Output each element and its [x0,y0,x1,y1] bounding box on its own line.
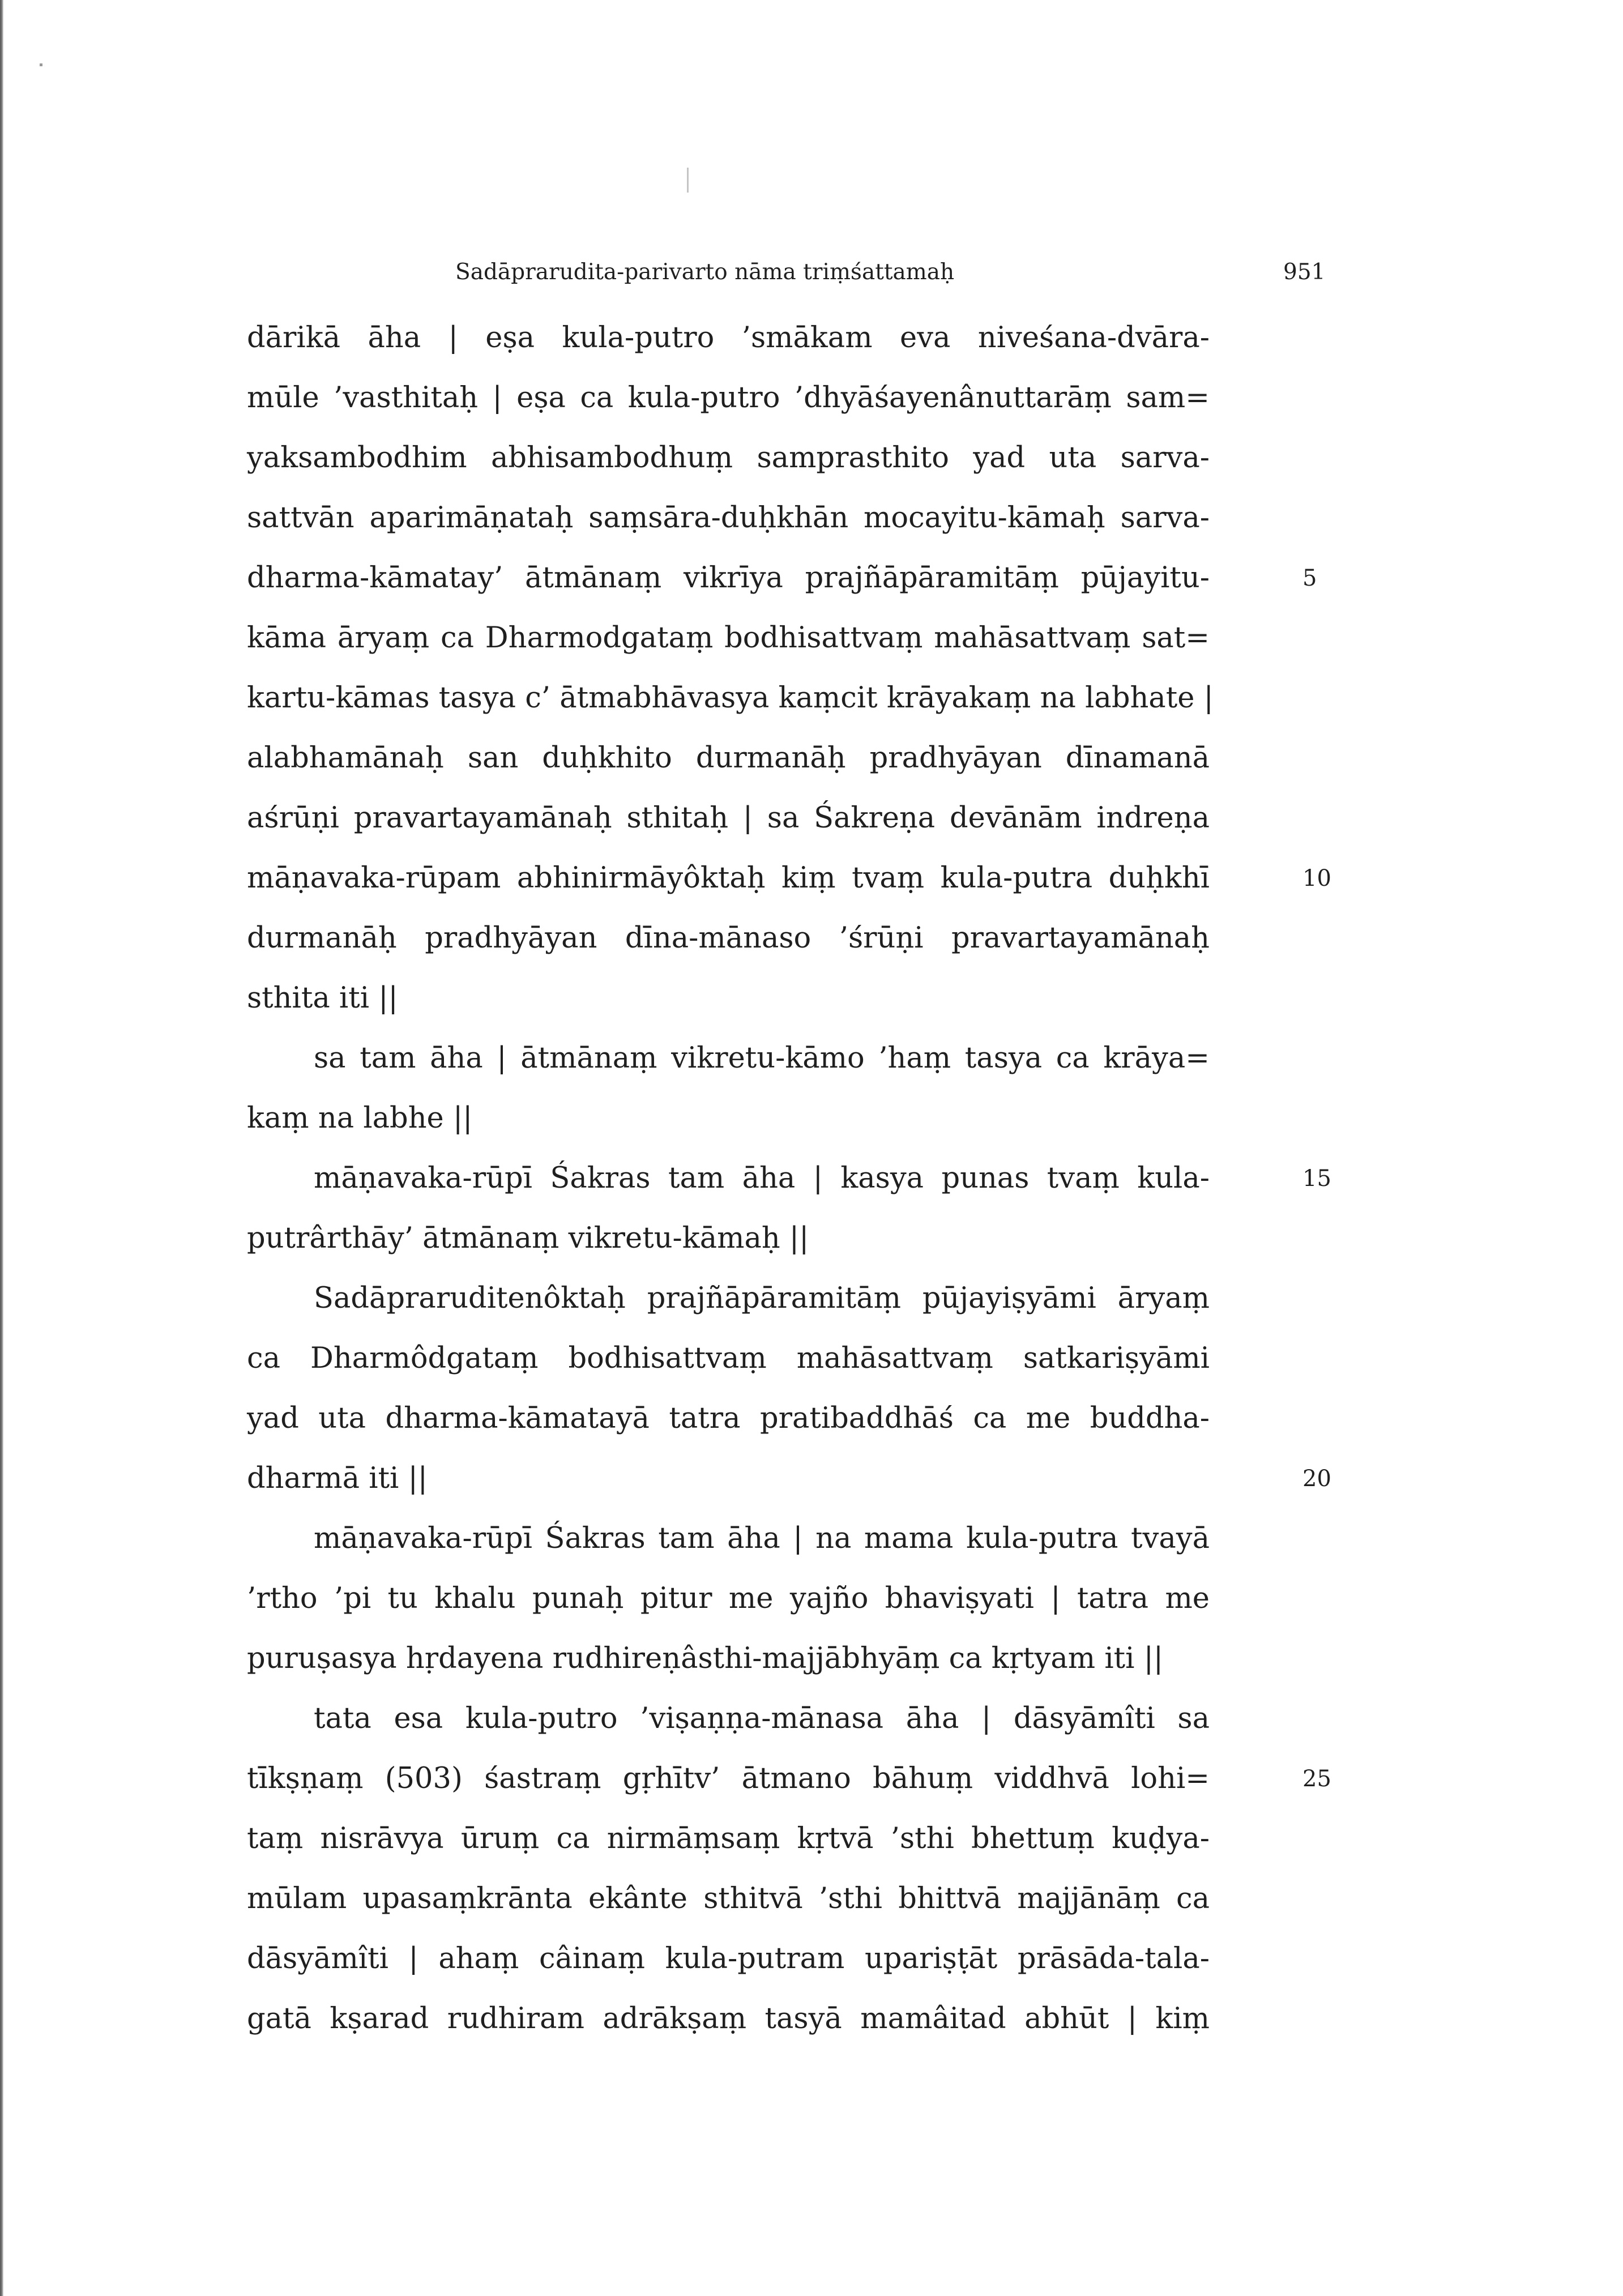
text-line: gatā kṣarad rudhiram adrākṣaṃ tasyā mamâitad abhūt | kiṃ [247,2002,1210,2035]
page-number: 951 [1283,259,1326,285]
margin-line-number: 20 [1302,1466,1331,1492]
text-line: putrârthāy’ ātmānaṃ vikretu-kāmaḥ || [247,1222,809,1255]
text-line: dārikā āha | eṣa kula-putro ’smākam eva niveśana-dvāra- [247,321,1210,355]
text-line: kaṃ na labhe || [247,1102,473,1135]
margin-line-number: 25 [1302,1766,1331,1792]
text-line: māṇavaka-rūpam abhinirmāyôktaḥ kiṃ tvaṃ kula-putra duḥkhī [247,861,1210,895]
text-line: alabhamānaḥ san duḥkhito durmanāḥ pradhyāyan dīnamanā [247,741,1210,775]
scan-speck [687,168,689,193]
text-line: kāma āryaṃ ca Dharmodgataṃ bodhisattvaṃ mahāsattvaṃ sat= [247,621,1210,655]
text-line: sthita iti || [247,981,398,1015]
text-line: māṇavaka-rūpī Śakras tam āha | kasya punas tvaṃ kula- [314,1162,1210,1195]
text-line: tīkṣṇaṃ (503) śastraṃ gṛhītv’ ātmano bāhuṃ viddhvā lohi= [247,1762,1210,1795]
margin-line-number: 5 [1302,565,1317,591]
text-line: tata esa kula-putro ’viṣaṇṇa-mānasa āha | dāsyāmîti sa [314,1702,1210,1735]
text-line: mūlam upasaṃkrānta ekânte sthitvā ’sthi bhittvā majjānāṃ ca [247,1882,1210,1915]
text-line: sa tam āha | ātmānaṃ vikretu-kāmo ’haṃ tasya ca krāya= [314,1042,1210,1075]
text-line: dharma-kāmatay’ ātmānaṃ vikrīya prajñāpāramitāṃ pūjayitu- [247,561,1210,595]
text-line: aśrūṇi pravartayamānaḥ sthitaḥ | sa Śakreṇa devānām indreṇa [247,801,1210,835]
scan-left-edge [0,0,3,2296]
text-line: māṇavaka-rūpī Śakras tam āha | na mama kula-putra tvayā [314,1522,1210,1555]
running-title: Sadāprarudita-parivarto nāma triṃśattamaḥ [455,259,955,285]
text-line: dāsyāmîti | ahaṃ câinaṃ kula-putram upariṣṭāt prāsāda-tala- [247,1942,1210,1975]
text-line: kartu-kāmas tasya c’ ātmabhāvasya kaṃcit krāyakaṃ na labhate | [247,681,1214,715]
scan-speck [40,63,42,66]
text-line: puruṣasya hṛdayena rudhireṇâsthi-majjābhyāṃ ca kṛtyam iti || [247,1642,1164,1675]
text-line: durmanāḥ pradhyāyan dīna-mānaso ’śrūṇi pravartayamānaḥ [247,921,1210,955]
text-line: yad uta dharma-kāmatayā tatra pratibaddhāś ca me buddha- [247,1402,1210,1435]
page-header [0,253,1623,292]
text-line: mūle ’vasthitaḥ | eṣa ca kula-putro ’dhyāśayenânuttarāṃ sam= [247,381,1210,415]
text-line: yaksambodhim abhisambodhuṃ samprasthito yad uta sarva- [247,441,1210,475]
text-line: ca Dharmôdgataṃ bodhisattvaṃ mahāsattvaṃ satkariṣyāmi [247,1342,1210,1375]
text-line: taṃ nisrāvya ūruṃ ca nirmāṃsaṃ kṛtvā ’sthi bhettuṃ kuḍya- [247,1822,1210,1855]
text-line: Sadāpraruditenôktaḥ prajñāpāramitāṃ pūjayiṣyāmi āryaṃ [314,1282,1210,1315]
margin-line-number: 15 [1302,1166,1331,1192]
margin-line-number: 10 [1302,865,1331,891]
text-line: sattvān aparimāṇataḥ saṃsāra-duḥkhān mocayitu-kāmaḥ sarva- [247,501,1210,535]
text-line: ’rtho ’pi tu khalu punaḥ pitur me yajño bhaviṣyati | tatra me [247,1582,1210,1615]
text-line: dharmā iti || [247,1462,428,1495]
